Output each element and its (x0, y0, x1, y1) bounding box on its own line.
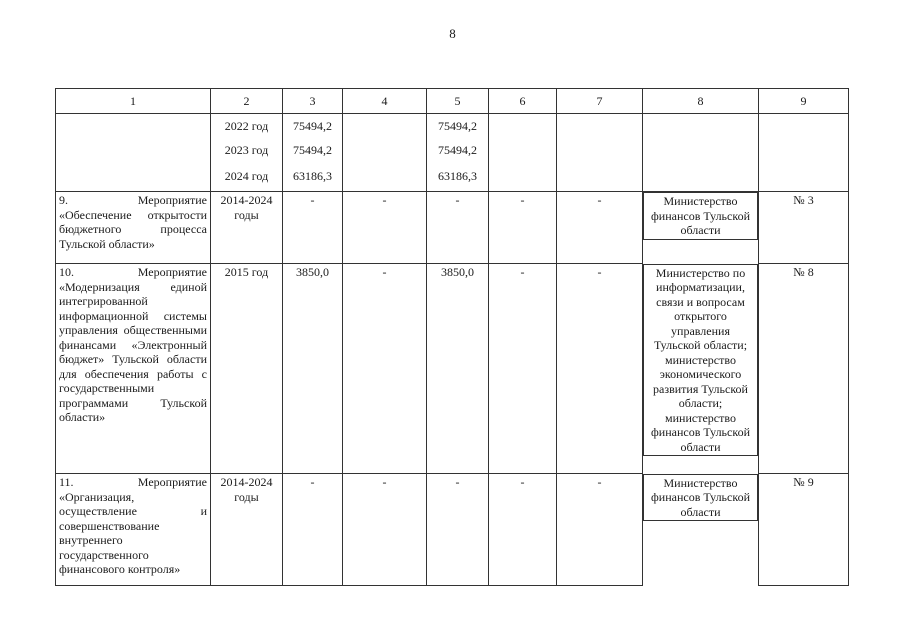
amount-value: 75494,2 (438, 119, 477, 133)
total-amount-cell (283, 114, 343, 192)
other-amount: - (557, 192, 643, 264)
activity-row-11 (56, 474, 849, 586)
local-amount: - (489, 264, 557, 474)
activity-period: 2014-2024 годы (211, 192, 283, 264)
column-header: 8 (643, 89, 759, 114)
target-indicator: № 9 (759, 474, 849, 586)
activity-period: 2015 год (211, 264, 283, 474)
amount-value: 75494,2 (438, 143, 477, 157)
local-amount: - (489, 474, 557, 586)
activity-row-9 (56, 192, 849, 264)
year-label: 2024 год (224, 169, 269, 183)
local-amount-cell (489, 114, 557, 192)
column-header: 3 (283, 89, 343, 114)
target-indicator: № 8 (759, 264, 849, 474)
column-header: 9 (759, 89, 849, 114)
responsible-executor: Министерство по информатизации, связи и вопросам открытого управления Тульской области; министерство экономического развития Тульской области; министерство финансов Тульской области (643, 264, 758, 457)
other-amount-cell (557, 114, 643, 192)
regional-amount: - (427, 474, 489, 586)
year-label: 2023 год (224, 143, 269, 157)
column-header: 6 (489, 89, 557, 114)
activity-name: 11. Мероприятие «Организация, осуществление и совершенствование внутреннего государственного финансового контроля» (56, 474, 211, 586)
executor-cell (643, 114, 759, 192)
other-amount: - (557, 264, 643, 474)
other-amount: - (557, 474, 643, 586)
federal-amount: - (343, 192, 427, 264)
column-header: 1 (56, 89, 211, 114)
column-header: 2 (211, 89, 283, 114)
target-indicator: № 3 (759, 192, 849, 264)
responsible-executor: Министерство финансов Тульской области (643, 192, 758, 240)
amount-value: 75494,2 (293, 143, 332, 157)
column-header: 5 (427, 89, 489, 114)
amount-value: 75494,2 (293, 119, 332, 133)
federal-amount: - (343, 474, 427, 586)
amount-value: 63186,3 (293, 169, 332, 183)
responsible-executor: Министерство финансов Тульской области (643, 474, 758, 522)
regional-amount: - (427, 192, 489, 264)
column-number-header-row (56, 89, 849, 114)
indicator-cell (759, 114, 849, 192)
column-header: 4 (343, 89, 427, 114)
activity-row-10 (56, 264, 849, 474)
continuation-row (56, 114, 849, 192)
federal-amount-cell (343, 114, 427, 192)
regional-amount: 3850,0 (427, 264, 489, 474)
activity-period: 2014-2024 годы (211, 474, 283, 586)
column-header: 7 (557, 89, 643, 114)
activity-name: 10. Мероприятие «Модернизация единой интегрированной информационной системы управления общественными финансами «Электронный бюджет» Тульской области для обеспечения работы с государственными программами Тульской области» (56, 264, 211, 474)
regional-amount-cell (427, 114, 489, 192)
federal-amount: - (343, 264, 427, 474)
local-amount: - (489, 192, 557, 264)
activity-name: 9. Мероприятие «Обеспечение открытости бюджетного процесса Тульской области» (56, 192, 211, 264)
page-number: 8 (449, 26, 456, 41)
program-activities-table (55, 88, 849, 586)
total-amount: 3850,0 (283, 264, 343, 474)
activity-name-cell (56, 114, 211, 192)
amount-value: 63186,3 (438, 169, 477, 183)
total-amount: - (283, 192, 343, 264)
year-cell (211, 114, 283, 192)
year-label: 2022 год (224, 119, 269, 133)
total-amount: - (283, 474, 343, 586)
